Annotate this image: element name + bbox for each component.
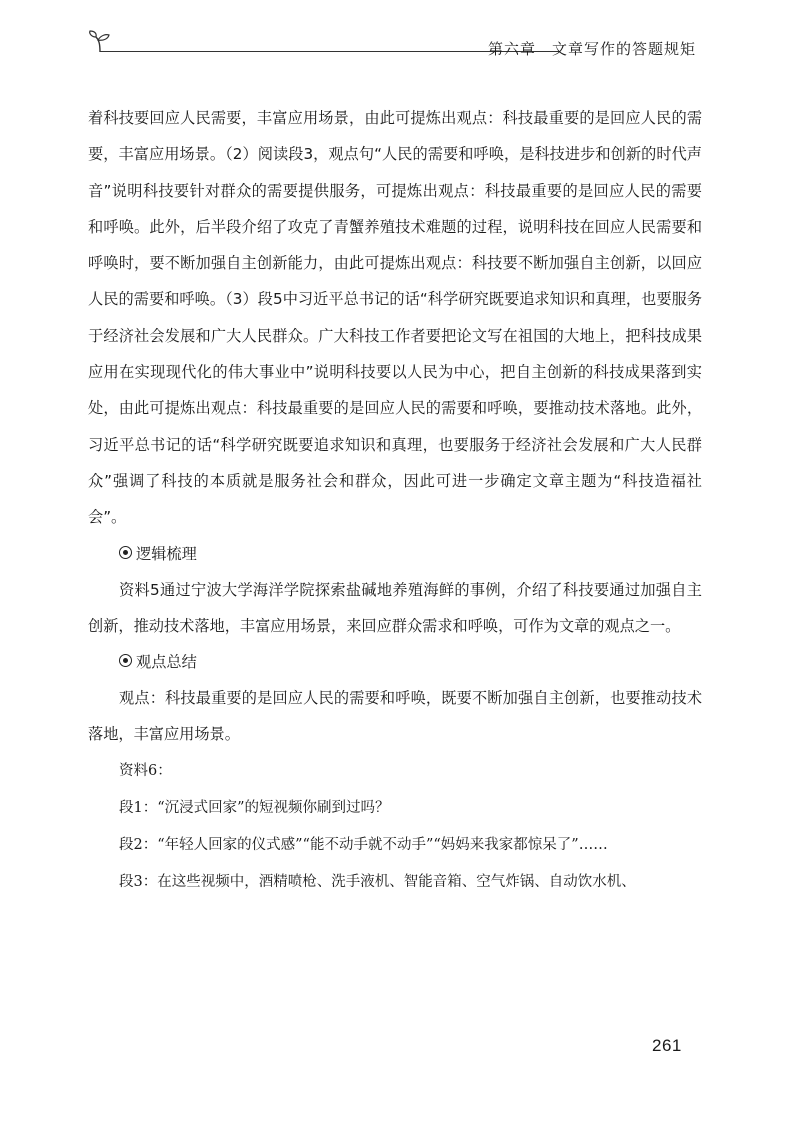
bullet-circle-icon — [119, 654, 132, 667]
page-body — [88, 100, 702, 901]
section-heading: 逻辑梳理 — [88, 536, 702, 572]
paragraph: 资料5通过宁波大学海洋学院探索盐碱地养殖海鲜的事例，介绍了科技要通过加强自主创新，推动技术落地，丰富应用场景，来回应群众需求和呼唤，可作为文章的观点之一。 — [88, 580, 702, 635]
source-line: 段2：“年轻人回家的仪式感”“能不动手就不动手”“妈妈来我家都惊呆了”…… — [119, 836, 608, 853]
chapter-title: 第六章 文章写作的答题规矩 — [487, 40, 696, 58]
bullet-circle-icon — [119, 546, 132, 559]
paragraph: 着科技要回应人民需要，丰富应用场景，由此可提炼出观点：科技最重要的是回应人民的需要，丰富应用场景。（2）阅读段3，观点句“人民的需要和呼唤，是科技进步和创新的时代声音”说明科技要针对群众的需要提供服务，可提炼出观点：科技最重要的是回应人民的需要和呼唤。此外，后半段介绍了攻克了青蟹养殖技术难题的过程，说明科技在回应人民需要和呼唤时，要不断加强自主创新能力，由此可提炼出观点：科技要不断加强自主创新，以回应人民的需要和呼唤。（3）段5中习近平总书记的话“科学研究既要追求知识和真理，也要服务于经济社会发展和广大人民群众。广大科技工作者要把论文写在祖国的大地上，把科技成果应用在实现现代化的伟大事业中”说明科技要以人民为中心，把自主创新的科技成果落到实处，由此可提炼出观点：科技最重要的是回应人民的需要和呼唤，要推动技术落地。此外，习近平总书记的话“科学研究既要追求知识和真理，也要服务于经济社会发展和广大人民群众”强调了科技的本质就是服务社会和群众，因此可进一步确定文章主题为“科技造福社会”。 — [88, 109, 702, 527]
paragraph: 观点：科技最重要的是回应人民的需要和呼唤，既要不断加强自主创新，也要推动技术落地，丰富应用场景。 — [88, 689, 702, 744]
running-header — [86, 30, 696, 60]
section-heading: 观点总结 — [88, 644, 702, 680]
source-line: 段1：“沉浸式回家”的短视频你刷到过吗？ — [119, 799, 390, 816]
source-title: 资料6： — [119, 762, 172, 779]
source-line: 段3：在这些视频中，酒精喷枪、洗手液机、智能音箱、空气炸锅、自动饮水机、 — [119, 873, 636, 890]
page-number: 261 — [652, 1036, 682, 1055]
